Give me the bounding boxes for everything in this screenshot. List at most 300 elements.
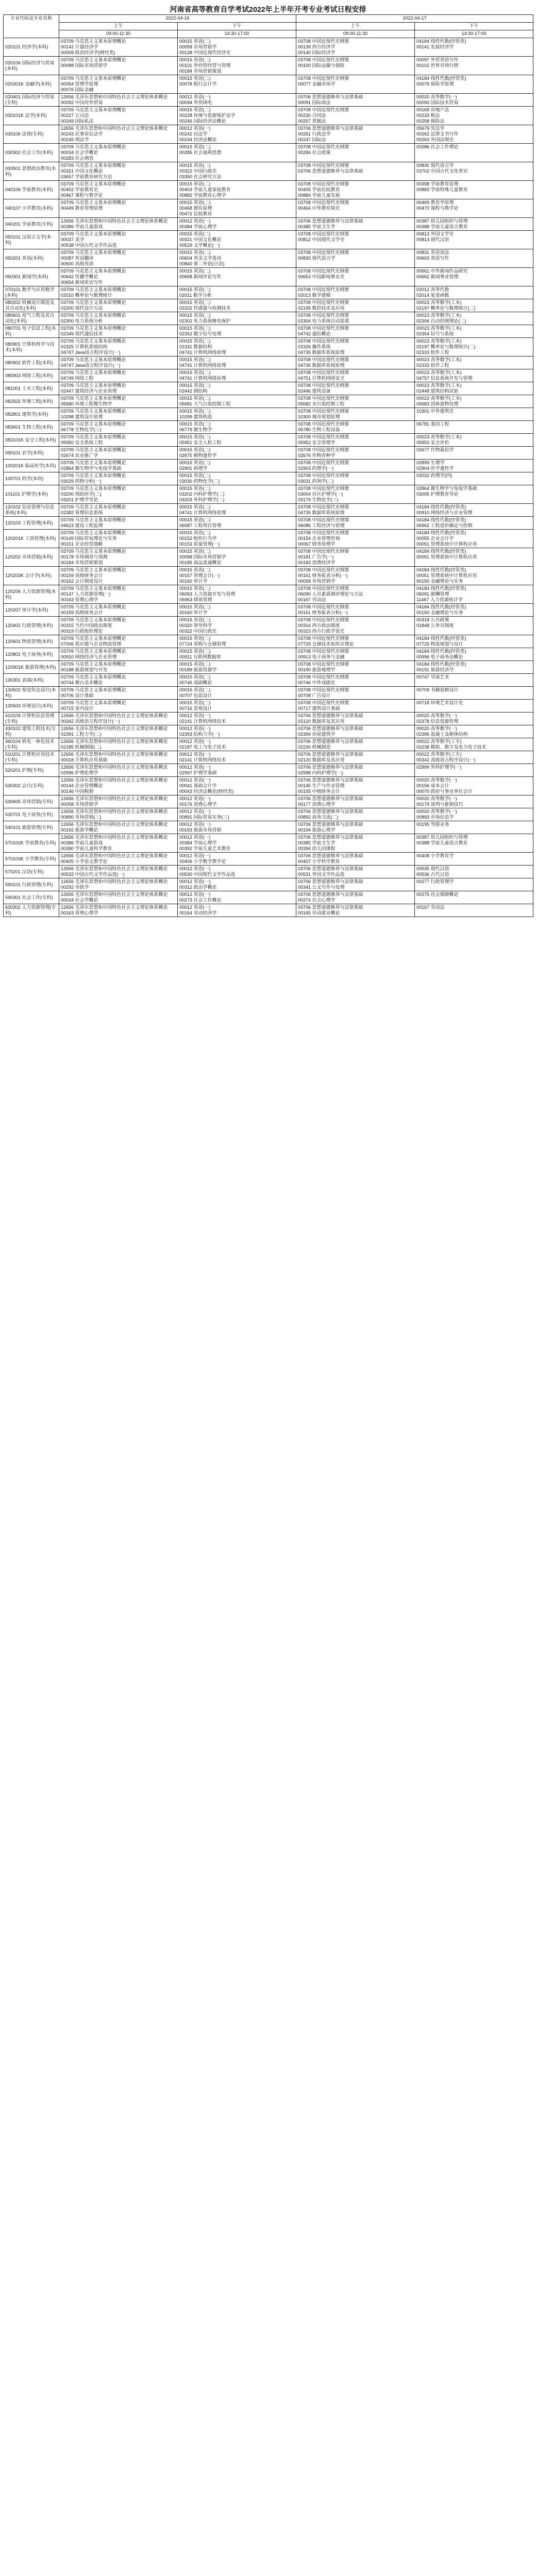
course-entry: 00015 英语(二): [179, 504, 211, 510]
course-entry: 03709 马克思主义基本原理概论: [61, 181, 126, 187]
course-entry: 03709 马克思主义基本原理概论: [61, 567, 126, 572]
major-cell: 120901K 旅游管理(本科): [4, 661, 59, 674]
course-entry: 03708 中国近现代史纲要: [298, 604, 349, 609]
session-cell: [178, 530, 296, 548]
course-entry: 06090 人员素质测评理论与方法: [298, 591, 363, 597]
session-cell: [415, 764, 533, 777]
course-entry: 06779 微生物学: [179, 427, 212, 432]
course-entry: 00341 公文写作与处理: [298, 885, 345, 890]
course-entry: 00152 组织行为学: [179, 536, 217, 541]
course-entry: 00388 学前儿童语言教育: [416, 224, 468, 229]
session-cell: [296, 408, 415, 421]
session-cell: [415, 199, 533, 218]
course-entry: 00015 英语(二): [179, 144, 211, 149]
session-cell: [415, 338, 533, 357]
major-cell: 120206 人力资源管理(本科): [4, 585, 59, 604]
course-entry: 00012 英语(一): [179, 835, 211, 840]
course-entry: 03706 思想道德修养与法律基础: [298, 94, 363, 99]
course-entry: 00716 景观设计: [179, 706, 212, 711]
course-entry: 00020 高等数学(一): [416, 796, 457, 801]
major-cell: 040201 学前教育(专科): [4, 218, 59, 231]
course-entry: 00177 消费心理学: [298, 802, 336, 807]
course-entry: 00319 行政组织理论: [61, 629, 103, 634]
session-cell: [178, 751, 296, 764]
course-entry: 02904 医学遗传学: [416, 466, 454, 471]
course-entry: 12656 毛泽东思想和中国特色社会主义理论体系概论: [61, 905, 168, 910]
session-cell: [415, 821, 533, 834]
course-entry: 00407 小学科学教育: [298, 859, 340, 864]
course-entry: 10298 建筑设计原理: [61, 414, 103, 419]
course-entry: 00155 中级财务会计: [298, 789, 340, 794]
course-entry: 02230 机械制造: [298, 744, 331, 750]
session-cell: [296, 325, 415, 338]
course-entry: 00138 中国近现代经济史: [179, 50, 231, 55]
table-row: [4, 751, 533, 764]
major-cell: 040106 学前教育(本科): [4, 181, 59, 199]
course-entry: 00015 英语(二): [179, 549, 211, 554]
major-cell: 050201 英语(本科): [4, 249, 59, 268]
course-entry: 00159 高级财务会计: [61, 610, 103, 615]
course-entry: 00022 高等数学(工专): [416, 752, 462, 757]
session-cell: [415, 434, 533, 447]
time-header: 09:00-11:30: [59, 30, 178, 38]
course-entry: 03708 中国近现代史纲要: [298, 231, 349, 236]
course-entry: 03708 中国近现代史纲要: [298, 617, 349, 622]
course-entry: 00012 英语(一): [179, 866, 211, 871]
course-entry: 03708 中国近现代史纲要: [298, 313, 349, 318]
session-cell: [59, 891, 178, 904]
table-row: [4, 107, 533, 125]
course-entry: 12656 毛泽东思想和中国特色社会主义理论体系概论: [61, 713, 168, 718]
session-cell: [59, 338, 178, 357]
major-cell: 020101 经济学(本科): [4, 38, 59, 57]
course-entry: 03709 马克思主义基本原理概论: [61, 549, 126, 554]
course-entry: 02354 信号与系统: [416, 331, 454, 336]
course-entry: 03708 中国近现代史纲要: [298, 200, 349, 205]
course-entry: 03709 马克思主义基本原理概论: [61, 357, 126, 362]
course-entry: 03709 马克思主义基本原理概论: [61, 396, 126, 401]
course-entry: 00150 金融理论与实务: [416, 579, 463, 584]
major-column-header: 专业代码及专业名称: [4, 15, 59, 38]
session-cell: [178, 472, 296, 485]
course-entry: 00142 计量经济学: [61, 44, 98, 49]
major-cell: 020106 国际经济与贸易(本科): [4, 57, 59, 75]
table-row: [4, 231, 533, 249]
course-entry: 03709 马克思主义基本原理概论: [61, 144, 126, 149]
session-cell: [178, 585, 296, 604]
course-entry: 00830 现代语言学: [416, 163, 454, 168]
session-cell: [415, 286, 533, 299]
course-entry: 00091 国际商法: [298, 100, 331, 105]
course-entry: 00020 高等数学(一): [416, 726, 457, 731]
course-entry: 00015 英语(二): [179, 486, 211, 491]
session-cell: [59, 821, 178, 834]
table-row: [4, 567, 533, 585]
session-cell: [415, 312, 533, 325]
course-entry: 00015 英语(二): [179, 649, 211, 654]
session-cell: [296, 218, 415, 231]
course-entry: 00163 管理心理学: [61, 910, 98, 916]
course-entry: 00020 高等数学(一): [416, 94, 457, 99]
course-entry: 00012 英语(一): [179, 726, 211, 731]
session-cell: [178, 395, 296, 408]
course-entry: 02304 电力系统自动装置: [298, 318, 349, 324]
course-entry: 03709 马克思主义基本原理概论: [61, 76, 126, 81]
course-entry: 00405 学前比较教育: [298, 187, 340, 192]
course-entry: 00814 现代汉语: [416, 237, 449, 242]
course-entry: 04184 线性代数(经管类): [416, 662, 466, 667]
course-entry: 00285 社会福利思想: [179, 150, 222, 155]
course-entry: 00911 互联网数据库: [179, 654, 221, 659]
date-header-day1: 2022-04-16: [59, 15, 296, 23]
session-cell: [178, 218, 296, 231]
session-cell: [415, 904, 533, 917]
course-entry: 05681 大气污染控制工程: [179, 401, 231, 406]
course-entry: 12656 毛泽东思想和中国特色社会主义理论体系概论: [61, 739, 168, 744]
course-entry: 00464 中外教育简史: [298, 206, 340, 211]
session-cell: [59, 231, 178, 249]
course-entry: 04184 线性代数(经管类): [416, 517, 466, 522]
course-entry: 00227 公司法: [61, 113, 89, 118]
course-entry: 04184 线性代数(经管类): [416, 76, 466, 81]
course-entry: 02675 植物遗传学: [179, 453, 217, 458]
session-cell: [178, 249, 296, 268]
session-cell: [178, 144, 296, 162]
course-entry: 03709 马克思主义基本原理概论: [61, 636, 126, 641]
course-entry: 03706 思想道德修养与法律基础: [298, 809, 363, 814]
course-entry: 00388 学前儿童语言教育: [416, 840, 468, 845]
course-entry: 00015 英语(二): [179, 200, 211, 205]
session-cell: [59, 648, 178, 661]
session-cell: [415, 460, 533, 472]
major-cell: 050301 新闻学(本科): [4, 268, 59, 286]
course-entry: 12656 毛泽东思想和中国特色社会主义理论体系概论: [61, 853, 168, 858]
major-cell: 090101 农学(本科): [4, 447, 59, 460]
course-entry: 00706 设计基础: [61, 693, 94, 698]
course-entry: 04184 线性代数(经管类): [416, 549, 466, 554]
major-cell: 540101 旅游管理(专科): [4, 821, 59, 834]
session-cell: [415, 700, 533, 713]
course-entry: 00283 社会调查: [61, 156, 94, 161]
course-entry: 02394 房屋建筑学: [298, 732, 336, 737]
course-entry: 02349 现代通信技术: [61, 331, 103, 336]
session-cell: [415, 75, 533, 94]
course-entry: 05951 安全人机工程: [179, 440, 222, 445]
course-entry: 00015 英语(二): [179, 567, 211, 572]
session-cell: [178, 517, 296, 530]
major-cell: 120601 物流管理(本科): [4, 635, 59, 648]
major-cell: 570103K 小学教育(专科): [4, 853, 59, 866]
table-row: [4, 878, 533, 891]
session-cell: [415, 808, 533, 821]
course-entry: 02300 电力系统分析: [61, 318, 103, 324]
course-entry: 03709 马克思主义基本原理概论: [61, 313, 126, 318]
course-entry: 00015 英语(二): [179, 409, 211, 414]
course-entry: 03708 中国近现代史纲要: [298, 268, 349, 274]
major-cell: 120201K 工商管理(本科): [4, 530, 59, 548]
session-cell: [178, 382, 296, 395]
session-cell: [178, 434, 296, 447]
course-entry: 00058 市场营销学: [61, 802, 98, 807]
course-entry: 04747 Java语言程序设计(一): [61, 363, 121, 368]
course-entry: 03702 中国古代文化常识: [416, 168, 468, 174]
course-entry: 02864 微生物学与免疫学基础: [416, 486, 477, 491]
course-entry: 05682 水污染控制工程: [298, 401, 345, 406]
course-entry: 03708 中国近现代史纲要: [298, 549, 349, 554]
session-cell: [59, 447, 178, 460]
course-entry: 00883 学前特殊儿童教育: [416, 187, 468, 192]
course-entry: 03706 思想道德修养与法律基础: [298, 905, 363, 910]
course-entry: 00037 美学: [61, 237, 85, 242]
course-entry: 00012 英语(一): [179, 94, 211, 99]
course-entry: 03709 马克思主义基本原理概论: [61, 530, 126, 535]
course-entry: 00312 政治学概论: [179, 885, 217, 890]
course-entry: 00532 中国古代文学作品选(一): [61, 872, 125, 877]
course-entry: 03706 思想道德修养与法律基础: [298, 752, 363, 757]
course-entry: 00015 英语(二): [179, 338, 211, 344]
course-entry: 10299 建筑构造: [179, 414, 212, 419]
course-entry: 03657 学前教育研究方法: [61, 174, 112, 179]
session-cell: [59, 369, 178, 382]
session-cell: [296, 144, 415, 162]
course-entry: 00020 高等数学(一): [416, 713, 457, 718]
course-entry: 00023 高等数学(工本): [416, 383, 462, 388]
session-cell: [178, 357, 296, 369]
course-entry: 02333 软件工程: [416, 363, 449, 368]
course-entry: 11467 人力资源统计学: [416, 597, 463, 602]
course-entry: 03708 中国近现代史纲要: [298, 517, 349, 522]
session-cell: [59, 325, 178, 338]
course-entry: 00012 英语(一): [179, 218, 211, 224]
session-cell: [59, 75, 178, 94]
major-cell: 083101K 安全工程(本科): [4, 434, 59, 447]
session-cell: [59, 878, 178, 891]
course-entry: 00015 英语(二): [179, 434, 211, 439]
course-entry: 00154 企业管理咨询: [298, 536, 340, 541]
course-entry: 04741 计算机网络原理: [179, 376, 226, 381]
session-cell: [296, 472, 415, 485]
table-row: [4, 357, 533, 369]
major-cell: 082801 建筑学(本科): [4, 408, 59, 421]
table-row: [4, 434, 533, 447]
course-entry: 00745 戏剧概论: [179, 680, 212, 685]
time-header: 09:00-11:30: [296, 30, 415, 38]
session-cell: [296, 382, 415, 395]
session-cell: [415, 218, 533, 231]
session-cell: [59, 530, 178, 548]
course-entry: 02326 操作系统: [298, 344, 331, 349]
course-entry: 03708 中国近现代史纲要: [298, 586, 349, 591]
course-entry: 02996 护理伦理学: [61, 770, 98, 775]
course-entry: 00167 劳动法: [298, 597, 326, 602]
course-entry: 00184 市场营销策划: [179, 69, 222, 74]
course-entry: 00022 高等数学(工专): [416, 739, 462, 744]
session-cell: [59, 312, 178, 325]
major-cell: 020401 国际经济与贸易(专科): [4, 94, 59, 107]
table-row: [4, 738, 533, 751]
course-entry: 02120 数据库及其应用: [298, 719, 345, 724]
session-cell: [59, 635, 178, 648]
session-cell: [296, 299, 415, 312]
course-entry: 02306 自动控制理论(二): [416, 318, 466, 324]
session-header: 下午: [415, 23, 533, 30]
course-entry: 00015 英语(二): [179, 107, 211, 112]
course-entry: 00183 消费经济学: [298, 560, 336, 565]
course-entry: 12656 毛泽东思想和中国特色社会主义理论体系概论: [61, 126, 168, 131]
course-entry: 00387 幼儿园组织与管理: [416, 218, 468, 224]
course-entry: 06781 基因工程: [416, 421, 449, 427]
course-entry: 05950 安全系统工程: [61, 440, 103, 445]
course-entry: 00054 管理学原理: [61, 81, 98, 87]
course-entry: 00277 行政管理学: [416, 879, 454, 884]
session-cell: [178, 674, 296, 687]
course-entry: 00386 学前儿童游戏: [61, 840, 103, 845]
course-entry: 00709 书籍装帧设计: [416, 687, 459, 692]
course-entry: 00149 国际贸易理论与实务: [61, 536, 117, 541]
course-entry: 02447 建筑经济与企业管理: [61, 388, 117, 394]
table-row: [4, 144, 533, 162]
course-entry: 00012 英语(一): [179, 879, 211, 884]
major-cell: 630302 人力资源管理(专科): [4, 904, 59, 917]
session-cell: [296, 57, 415, 75]
session-cell: [415, 517, 533, 530]
table-row: [4, 286, 533, 299]
course-entry: 00387 幼儿园组织与管理: [416, 835, 468, 840]
session-cell: [178, 738, 296, 751]
major-cell: 030302 社会工作(本科): [4, 144, 59, 162]
course-entry: 00600 高级英语: [61, 261, 94, 266]
session-cell: [296, 821, 415, 834]
course-entry: 00012 英语(一): [179, 809, 211, 814]
course-entry: 00015 英语(二): [179, 39, 211, 44]
course-entry: 03708 中国近现代史纲要: [298, 662, 349, 667]
session-cell: [415, 585, 533, 604]
major-cell: 520201 护理(专科): [4, 764, 59, 777]
session-cell: [178, 268, 296, 286]
table-row: [4, 268, 533, 286]
session-cell: [59, 286, 178, 299]
course-entry: 00468 德育原理: [179, 206, 212, 211]
course-entry: 00257 票据法: [298, 118, 326, 124]
course-entry: 03709 马克思主义基本原理概论: [61, 383, 126, 388]
session-cell: [296, 94, 415, 107]
course-entry: 00654 新闻采访写作: [61, 280, 103, 285]
course-entry: 03709 马克思主义基本原理概论: [61, 662, 126, 667]
course-entry: 03030 药物化学(二): [179, 479, 220, 484]
course-entry: 07006 供应链与企业物流管理: [61, 641, 122, 647]
course-entry: 02446 建筑设备: [298, 388, 331, 394]
course-entry: 00156 成本会计: [416, 783, 449, 788]
table-row: [4, 218, 533, 231]
session-cell: [415, 382, 533, 395]
course-entry: 00892 商务交流(二): [298, 815, 339, 820]
session-cell: [296, 369, 415, 382]
session-cell: [415, 853, 533, 866]
course-entry: 00015 英语(二): [179, 687, 211, 692]
course-entry: 04184 线性代数(经管类): [416, 504, 466, 510]
table-row: [4, 94, 533, 107]
course-entry: 00009 政治经济学(财经类): [61, 50, 115, 55]
course-entry: 03706 思想道德修养与法律基础: [298, 777, 363, 783]
course-entry: 02899 生理学: [416, 460, 445, 465]
course-entry: 03031 药剂学(二): [298, 479, 334, 484]
course-entry: 03708 中国近现代史纲要: [298, 504, 349, 510]
session-cell: [178, 808, 296, 821]
table-row: [4, 181, 533, 199]
course-entry: 00140 国际经济学: [298, 50, 336, 55]
course-entry: 00398 学前教育原理: [416, 181, 459, 187]
course-entry: 03708 中国近现代史纲要: [298, 181, 349, 187]
course-entry: 02676 作物育种学: [298, 453, 336, 458]
major-cell: 130502 视觉传达设计(本科): [4, 687, 59, 700]
major-cell: 430102 建筑工程技术(专科): [4, 725, 59, 738]
course-entry: 02998 内科护理学(一): [298, 770, 343, 775]
session-cell: [59, 713, 178, 725]
course-entry: 00472 比较教育: [179, 211, 212, 216]
course-entry: 00322 中国行政史: [179, 629, 217, 634]
session-cell: [296, 548, 415, 567]
course-entry: 04735 数据库系统原理: [298, 350, 345, 355]
session-cell: [296, 738, 415, 751]
session-cell: [178, 447, 296, 460]
course-entry: 00023 高等数学(工本): [416, 370, 462, 375]
session-cell: [59, 834, 178, 853]
course-entry: 00015 英语(二): [179, 586, 211, 591]
session-cell: [415, 617, 533, 635]
table-row: [4, 249, 533, 268]
session-cell: [178, 834, 296, 853]
session-cell: [178, 299, 296, 312]
session-cell: [296, 713, 415, 725]
session-cell: [178, 878, 296, 891]
course-entry: 12656 毛泽东思想和中国特色社会主义理论体系概论: [61, 765, 168, 770]
course-entry: 00015 英语(二): [179, 57, 211, 62]
course-entry: 06093 人力资源开发与管理: [179, 591, 236, 597]
course-entry: 03709 马克思主义基本原理概论: [61, 517, 126, 522]
session-cell: [178, 904, 296, 917]
session-cell: [59, 485, 178, 504]
table-row: [4, 853, 533, 866]
course-entry: 00051 管理系统中计算机应用: [416, 541, 477, 547]
course-entry: 00141 发展经济学: [416, 44, 454, 49]
course-entry: 00536 古代汉语: [416, 872, 449, 877]
course-entry: 00012 英语(一): [179, 892, 211, 897]
course-entry: 04741 计算机网络原理: [179, 350, 226, 355]
course-entry: 03706 思想道德修养与法律基础: [298, 168, 363, 174]
session-cell: [296, 891, 415, 904]
table-row: [4, 661, 533, 674]
course-entry: 06087 工程项目管理: [179, 523, 222, 528]
course-entry: 00718 环境艺术设计史: [416, 700, 463, 705]
course-entry: 03706 思想道德修养与法律基础: [298, 892, 363, 897]
session-cell: [296, 181, 415, 199]
course-entry: 00012 英语(一): [179, 796, 211, 801]
course-entry: 04184 线性代数(经管类): [416, 604, 466, 609]
course-entry: 02382 管理信息系统: [61, 510, 103, 515]
major-cell: 570102K 学前教育(专科): [4, 834, 59, 853]
course-entry: 00092 中国对外贸易: [61, 100, 103, 105]
session-cell: [178, 369, 296, 382]
course-entry: 00184 市场营销策划: [61, 560, 103, 565]
session-cell: [415, 94, 533, 107]
table-row: [4, 460, 533, 472]
session-cell: [59, 162, 178, 181]
session-cell: [59, 460, 178, 472]
course-entry: 00342 高级语言程序设计(一): [416, 757, 476, 762]
major-cell: 020301K 金融学(本科): [4, 75, 59, 94]
course-entry: 00012 英语(一): [179, 777, 211, 783]
course-entry: 03708 中国近现代史纲要: [298, 76, 349, 81]
